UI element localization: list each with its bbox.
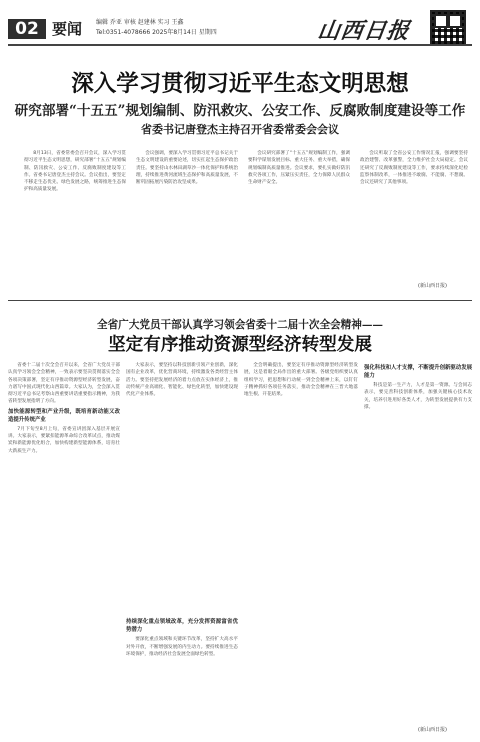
story2-subheading: 加快能源转型和产业升级，既培育新动能又改造提升传统产业 bbox=[8, 408, 120, 423]
story1-subhead: 研究部署“十五五”规划编制、防汛救灾、公安工作、反腐败制度建设等工作 bbox=[14, 103, 466, 119]
story1-headline: 深入学习贯彻习近平生态文明思想 bbox=[71, 71, 409, 97]
story2-paragraph: 省委十二届十次全会召开以来，全省广大党员干部认真学习领会全会精神，一致表示要坚决贯彻落实全会各项决策部署，坚定有序推动资源型经济转型发展，奋力谱写中国式现代化山西篇章。大家认为，全会深入贯彻习近平总书记考察山西重要讲话重要指示精神，为我省转型发展指明了方向。 bbox=[8, 363, 120, 405]
story2-column-1 bbox=[8, 362, 120, 732]
story2-paragraph: 要深化重点领域和关键环节改革，坚持扩大高水平对外开放，不断增强发展的内生动力。要持续推进生态环境保护，推动经济社会发展全面绿色转型。 bbox=[126, 637, 238, 658]
editor-meta bbox=[96, 18, 217, 38]
story2-paragraph: 科技是第一生产力，人才是第一资源。与会同志表示，要完善科技创新体系，加强关键核心技术攻关，培养引进用好各类人才，为转型发展提供有力支撑。 bbox=[364, 383, 472, 410]
story2-paragraph: 大家表示，要坚持以科技创新引领产业创新，深化国有企业改革，优化营商环境，持续激发各类经营主体活力。要坚持把发展经济的着力点放在实体经济上，推动传统产业高端化、智能化、绿色化转型，加快建设现代化产业体系。 bbox=[126, 363, 238, 398]
newspaper-masthead: 山西日报 bbox=[315, 18, 412, 44]
story2-column-3 bbox=[244, 362, 358, 732]
date-line: Tel:0351-4078666 2025年8月14日 星期四 bbox=[96, 29, 217, 36]
story1-credit: (新山西日报) bbox=[418, 283, 447, 289]
story2-headline: 坚定有序推动资源型经济转型发展 bbox=[108, 335, 372, 355]
story2-credit: (新山西日报) bbox=[418, 727, 447, 733]
page-header bbox=[0, 0, 480, 42]
section-title: 要闻 bbox=[52, 20, 83, 38]
page-number: 02 bbox=[8, 19, 46, 39]
qr-code-icon bbox=[430, 10, 466, 46]
story2-kicker: 全省广大党员干部认真学习领会省委十二届十次全会精神—— bbox=[96, 319, 384, 331]
story1-paragraph: 会议强调，要深入学习贯彻习近平总书记关于生态文明建设的重要论述，切实扛起生态保护政治责任。要坚持山水林田湖草沙一体化保护和系统治理，持续推进黄河流域生态保护和高质量发展，不断巩固拓展污染防治攻坚成果。 bbox=[136, 151, 238, 186]
story2-subheading: 强化科技和人才支撑，不断提升创新驱动发展能力 bbox=[364, 365, 472, 379]
story2-paragraph: 全会明确提出，要坚定有序推动资源型经济转型发展，这是着眼全局作出的重大部署。各级党组织要认真组织学习，把思想和行动统一到全会精神上来，以钉钉子精神抓好各项任务落实，推动全会精神在三晋大地落地生根、开花结果。 bbox=[244, 363, 358, 398]
story2-column-4 bbox=[364, 362, 472, 722]
story1-paragraph: 会议听取了全省公安工作情况汇报，强调要坚持政治建警、改革强警，全力维护社会大局稳定。会议还研究了反腐败制度建设等工作，要求持续深化纪检监察体制改革，一体推进不敢腐、不能腐、不想腐。会议还研究了其他事项。 bbox=[360, 151, 468, 186]
story2-subheading: 持续深化重点领域改革，充分发挥资源富省优势潜力 bbox=[126, 619, 238, 634]
story1-byline: 省委书记唐登杰主持召开省委常委会会议 bbox=[141, 123, 339, 136]
story1-paragraph: 会议研究部署了“十五五”规划编制工作，强调要科学谋划发展目标、重大任务、重大举措，确保规划编制高质量推进。会议要求，要扎实做好防汛救灾各项工作，压紧压实责任，全力保障人民群众生命财产安全。 bbox=[248, 151, 350, 186]
story-divider bbox=[8, 300, 472, 301]
story2-column-2 bbox=[126, 362, 238, 732]
story1-column-3 bbox=[248, 150, 350, 290]
header-rule bbox=[8, 44, 472, 46]
story1-column-2 bbox=[136, 150, 238, 290]
story2-paragraph: 7月下旬至8月上旬，省委宣讲团深入基层开展宣讲。大家表示，要紧扣能源革命综合改革试点，推动煤炭和新能源优化组合，加快构建新型能源体系，培育壮大新质生产力。 bbox=[8, 426, 120, 454]
story1-column-4 bbox=[360, 150, 468, 278]
editor-line: 编辑 乔亚 审核 赵建林 实习 王鑫 bbox=[96, 19, 184, 26]
story1-paragraph: 8月13日，省委常委会召开会议，深入学习贯彻习近平生态文明思想，研究部署“十五五”规划编制、防汛救灾、公安工作、反腐败制度建设等工作。省委书记唐登杰主持会议。会议指出，要坚定不移走生态优先、绿色发展之路，统筹推进生态保护和高质量发展。 bbox=[24, 151, 126, 193]
story1-column-1 bbox=[24, 150, 126, 290]
